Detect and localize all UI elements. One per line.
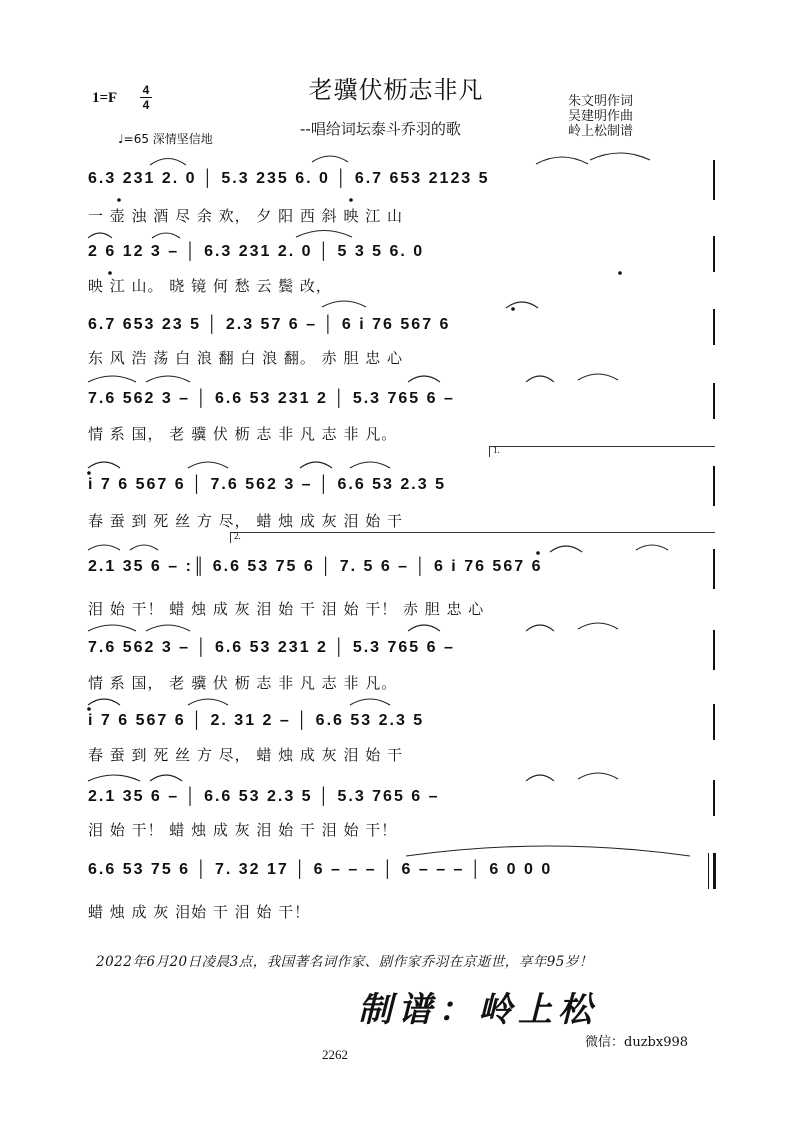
high-dot [87,707,91,711]
slur-mark [536,157,588,164]
slur-mark [146,376,190,382]
lyrics-line-4: 情 系 国， 老 骥 伏 枥 志 非 凡 志 非 凡。 [88,425,398,443]
slur-mark [88,625,136,631]
slur-mark [350,462,390,468]
slur-mark [506,302,538,308]
slur-mark [312,156,348,162]
slur-mark [300,462,332,468]
arranger-signature: 制谱：岭上松 [358,990,598,1030]
tie-mark [406,846,690,856]
slur-mark [636,545,668,550]
slur-mark [146,625,190,631]
slur-mark [88,545,120,550]
slur-mark [150,159,186,166]
notation-line-7: 7.6 562 3 – │ 6.6 53 231 2 │ 5.3 765 6 – [88,639,455,656]
key-signature: 1=F [92,90,118,106]
slur-mark [526,376,554,382]
slur-mark [578,623,618,629]
page-number: 2262 [322,1047,348,1062]
lyrics-line-10: 蜡 烛 成 灰 泪始 干 泪 始 干！ [88,903,311,921]
slur-mark [408,625,440,631]
slur-mark [152,233,180,238]
notation-line-6: 2.1 35 6 – :║ 6.6 53 75 6 │ 7. 5 6 – │ 6 i 76 567 6 [88,558,543,575]
notation-line-5: i 7 6 567 6 │ 7.6 562 3 – │ 6.6 53 2.3 5 [88,476,446,493]
notation-line-3: 6.7 653 23 5 │ 2.3 57 6 – │ 6 i 76 567 6 [88,316,451,333]
slur-mark [322,301,366,307]
slur-mark [88,376,136,382]
slur-mark [296,231,352,238]
notation-line-2: 2 6 12 3 – │ 6.3 231 2. 0 │ 5 3 5 6. 0 [88,243,425,260]
lyrics-line-3: 东 风 浩 荡 白 浪 翻 白 浪 翻。 赤 胆 忠 心 [88,349,403,367]
memorial-footnote: 2022年6月20日凌晨3点，我国著名词作家、剧作家乔羽在京逝世，享年95岁！ [96,954,593,970]
slur-mark [88,462,120,468]
lyrics-line-7: 情 系 国， 老 骥 伏 枥 志 非 凡 志 非 凡。 [88,674,398,692]
lyrics-line-6: 泪 始 干！ 蜡 烛 成 灰 泪 始 干 泪 始 干！ 赤 胆 忠 心 [88,600,485,618]
slur-mark [88,775,140,781]
slur-mark [88,699,120,705]
slur-mark [88,233,112,238]
notation-line-8: i 7 6 567 6 │ 2. 31 2 – │ 6.6 53 2.3 5 [88,712,425,729]
slur-mark [188,462,228,468]
tempo-marking: ♩=65 深情坚信地 [118,132,213,146]
slur-mark [188,699,228,705]
song-subtitle: --唱给词坛泰斗乔羽的歌 [300,120,461,138]
lyrics-line-8: 春 蚕 到 死 丝 方 尽， 蜡 烛 成 灰 泪 始 干 [88,746,403,764]
slur-mark [526,625,554,631]
song-title: 老骥伏枥志非凡 [308,76,484,104]
lyrics-line-5: 春 蚕 到 死 丝 方 尽， 蜡 烛 成 灰 泪 始 干 [88,512,403,530]
volta-1-label: 1. [493,445,500,455]
slur-mark [150,775,182,781]
lyricist-credit: 朱文明作词 [568,94,634,109]
high-dot [511,307,515,311]
slur-mark [578,374,618,380]
slur-mark [408,376,440,382]
time-signature-bottom: 4 [142,98,150,112]
notation-line-9: 2.1 35 6 – │ 6.6 53 2.3 5 │ 5.3 765 6 – [88,788,440,805]
time-signature-top: 4 [142,83,150,97]
lyrics-line-2: 映 江 山。 晓 镜 何 愁 云 鬓 改， [88,277,332,295]
slur-mark [350,699,390,705]
wechat-contact: 微信：duzbx998 [585,1035,689,1050]
low-dot [349,198,353,202]
slur-mark [578,773,618,779]
slur-mark [526,775,554,781]
slur-mark [550,546,582,552]
low-dot [117,198,121,202]
notation-line-1: 6.3 231 2. 0 │ 5.3 235 6. 0 │ 6.7 653 2123 5 [88,170,490,187]
volta-2-label: 2. [234,531,241,541]
notation-line-4: 7.6 562 3 – │ 6.6 53 231 2 │ 5.3 765 6 – [88,390,455,407]
low-dot [108,271,112,275]
slur-mark [590,153,650,160]
lyrics-line-1: 一 壶 浊 酒 尽 余 欢， 夕 阳 西 斜 映 江 山 [88,207,403,225]
slur-mark [130,545,158,550]
low-dot [618,271,622,275]
notation-line-10: 6.6 53 75 6 │ 7. 32 17 │ 6 – – – │ 6 – – – │ 6 0 0 0 [88,861,553,878]
high-dot [87,471,91,475]
composer-credit: 吴建明作曲 [568,109,634,124]
arranger-credit: 岭上松制谱 [568,124,634,139]
lyrics-line-9: 泪 始 干！ 蜡 烛 成 灰 泪 始 干 泪 始 干！ [88,821,398,839]
high-dot [536,551,540,555]
